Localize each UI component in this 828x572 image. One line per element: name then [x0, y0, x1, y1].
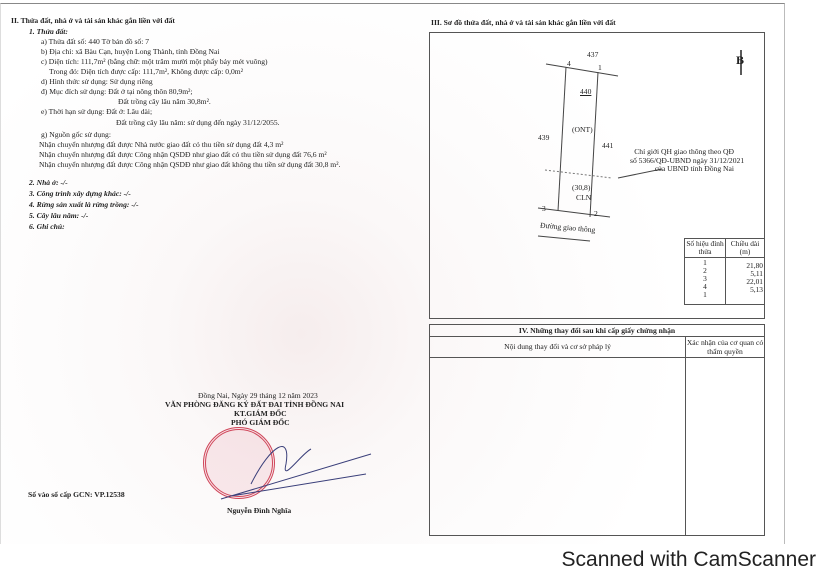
office-name: VĂN PHÒNG ĐĂNG KÝ ĐẤT ĐAI TỈNH ĐỒNG NAI: [165, 400, 345, 409]
certificate-page: [0, 3, 785, 544]
forest-item: 4. Rừng sản xuất là rừng trồng: -/-: [29, 200, 139, 209]
changes-title: IV. Những thay đổi sau khi cấp giấy chứng nhận: [430, 326, 764, 337]
origin-line: Nhận chuyển nhượng đất được Công nhận QSDĐ như giao đất có thu tiền sử dụng đất 76,6 m²: [39, 150, 327, 159]
land-heading: 1. Thửa đất:: [29, 27, 68, 36]
usage-term-2: Đất trồng cây lâu năm: sử dụng đến ngày 31/12/2055.: [116, 118, 280, 127]
planning-note: Chỉ giới QH giao thông theo QĐ số 5366/QĐ-UBND ngày 31/12/2021 của UBND tỉnh Đồng Nai: [630, 147, 745, 173]
origin-line: Nhận chuyển nhượng đất được Công nhận QSDĐ như giao đất không thu tiền sử dụng đất 30,8 m².: [39, 160, 341, 169]
usage-purpose-2: Đất trồng cây lâu năm 30,8m².: [118, 97, 211, 106]
neighbor-437: 437: [587, 50, 599, 59]
parcel-diagram: [429, 32, 765, 319]
notes-item: 6. Ghi chú:: [29, 222, 65, 231]
neighbor-439: 439: [538, 133, 550, 142]
vertex-length-table: Số hiệu đỉnh thửa Chiều dài (m) 1 2 3 4 1 21,80 5,11 22,01 5,13: [684, 238, 765, 305]
north-arrow-icon: B: [736, 53, 745, 67]
vertex-2: 2: [594, 209, 598, 218]
changes-confirm-header: Xác nhận của cơ quan có thẩm quyền: [686, 338, 764, 356]
neighbor-441: 441: [602, 141, 614, 150]
perennial-item: 5. Cây lâu năm: -/-: [29, 211, 89, 220]
vertex-1: 1: [598, 63, 602, 72]
kt-title: KT.GIÁM ĐỐC: [234, 409, 287, 418]
camscanner-watermark: Scanned with CamScanner: [561, 548, 816, 571]
land-use-ont: (ONT): [572, 125, 593, 134]
land-use-cln: CLN: [576, 193, 592, 202]
changes-table: [429, 324, 765, 536]
address: b) Địa chỉ: xã Bàu Cạn, huyện Long Thành, tỉnh Đồng Nai: [41, 47, 220, 56]
area: c) Diện tích: 111,7m² (bằng chữ: một trăm mười một phẩy bảy mét vuông): [41, 57, 268, 66]
road-label: Đường giao thông: [539, 220, 596, 235]
construction-item: 3. Công trình xây dựng khác: -/-: [29, 189, 131, 198]
signer-name: Nguyễn Đình Nghĩa: [227, 506, 292, 515]
parcel-number: a) Thửa đất số: 440 Tờ bản đồ số: 7: [41, 37, 150, 46]
section-ii-title: II. Thửa đất, nhà ở và tài sản khác gắn liền với đất: [11, 16, 175, 25]
section-iii-title: III. Sơ đồ thửa đất, nhà ở và tài sản khác gắn liền với đất: [431, 18, 616, 27]
origin-heading: g) Nguồn gốc sử dụng:: [41, 130, 111, 139]
usage-purpose: đ) Mục đích sử dụng: Đất ở tại nông thôn 80,9m²;: [41, 87, 193, 96]
house-item: 2. Nhà ở: -/-: [29, 178, 68, 187]
area-cln: (30,8): [572, 183, 591, 192]
area-detail: Trong đó: Diện tích được cấp: 111,7m², Không được cấp: 0,0m²: [49, 67, 243, 76]
parcel-440: 440: [580, 87, 592, 96]
usage-term: e) Thời hạn sử dụng: Đất ở: Lâu dài;: [41, 107, 153, 116]
vertex-4: 4: [567, 59, 571, 68]
usage-form: d) Hình thức sử dụng: Sử dụng riêng: [41, 77, 153, 86]
vertex-3: 3: [542, 204, 546, 213]
deputy-title: PHÓ GIÁM ĐỐC: [231, 418, 290, 427]
changes-content-header: Nội dung thay đổi và cơ sở pháp lý: [504, 342, 611, 351]
register-number: Số vào sổ cấp GCN: VP.12538: [28, 490, 125, 499]
origin-line: Nhận chuyển nhượng đất được Nhà nước giao đất có thu tiền sử dụng đất 4,3 m²: [39, 140, 284, 149]
signature: [191, 434, 381, 504]
issue-date: Đồng Nai, Ngày 29 tháng 12 năm 2023: [198, 391, 318, 400]
